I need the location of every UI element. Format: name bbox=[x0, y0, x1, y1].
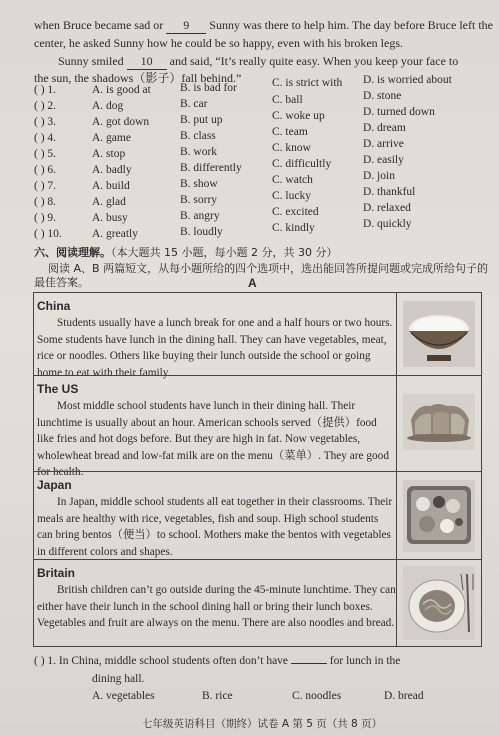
option-d: D. join bbox=[363, 170, 395, 182]
question-text-line2: dining hall. bbox=[92, 673, 145, 685]
table-row bbox=[34, 293, 481, 379]
option-c: C. is strict with bbox=[272, 77, 343, 89]
option-c: C. know bbox=[272, 142, 311, 154]
table-row bbox=[34, 559, 481, 647]
reading-table bbox=[33, 292, 482, 647]
question-1 bbox=[34, 654, 400, 669]
page-footer: 七年级英语科目（期终）试卷 A 第 5 页（共 8 页） bbox=[142, 718, 383, 730]
section-heading bbox=[34, 244, 337, 260]
passage-label: A bbox=[248, 276, 257, 290]
option-b: B. work bbox=[180, 146, 218, 158]
question-number: ( ) 9. bbox=[34, 212, 57, 224]
question-number: ( ) 2. bbox=[34, 100, 57, 112]
option-b: B. rice bbox=[202, 690, 233, 702]
question-number: ( ) 1. bbox=[34, 84, 57, 96]
question-number: ( ) 10. bbox=[34, 228, 62, 240]
option-b: B. put up bbox=[180, 114, 223, 126]
image-cell bbox=[396, 560, 481, 647]
country-text: British children can’t go outside during the 45-minute lunchtime. They can either have their lunch in the school dining hall or bring their lunch boxes. Vegetables and fruit are always on the menu. There are also noodles and bread. bbox=[37, 584, 396, 629]
option-c: C. watch bbox=[272, 174, 313, 186]
section-instruction-end: 最佳答案。 bbox=[34, 276, 89, 289]
country-name: Japan bbox=[37, 478, 72, 492]
country-cell bbox=[37, 299, 396, 381]
option-a: A. got down bbox=[92, 116, 150, 128]
option-b: B. class bbox=[180, 130, 216, 142]
noodles-plate-image bbox=[397, 560, 481, 647]
image-cell bbox=[396, 472, 481, 560]
option-d: D. stone bbox=[363, 90, 402, 102]
passage-line-2: center, he asked Sunny how he could be so happy, even with his broken legs. bbox=[34, 36, 403, 50]
option-d: D. easily bbox=[363, 154, 404, 166]
country-name: Britain bbox=[37, 566, 76, 580]
bento-image bbox=[397, 472, 481, 560]
option-c: C. difficultly bbox=[272, 158, 332, 170]
option-c: C. noodles bbox=[292, 690, 342, 702]
passage-line-1 bbox=[34, 18, 493, 34]
section-title: 六、阅读理解。 bbox=[34, 246, 111, 259]
passage-text: Sunny smiled bbox=[58, 54, 124, 68]
passage-text: Sunny was there to help him. The day before Bruce left the bbox=[209, 18, 493, 32]
question-text: for lunch in the bbox=[329, 655, 401, 667]
country-text: Most middle school students have lunch in their dining hall. Their lunchtime is usually about an hour. American schools served（提供）food like fries and hot dogs before. But they are high in fat. Now vegetables, wholewheat bread and low-fat milk are on the menu（菜单）. They are good for health. bbox=[37, 400, 389, 478]
question-number: ( ) 1. bbox=[34, 655, 57, 667]
option-c: C. kindly bbox=[272, 222, 315, 234]
country-cell bbox=[37, 478, 396, 560]
option-a: A. vegetables bbox=[92, 690, 155, 702]
option-d: D. bread bbox=[384, 690, 424, 702]
question-number: ( ) 5. bbox=[34, 148, 57, 160]
section-instruction: 阅读 A、B 两篇短文，从每小题所给的四个选项中，选出能回答所提问题或完成所给句子的 bbox=[48, 262, 489, 275]
question-number: ( ) 6. bbox=[34, 164, 57, 176]
option-a: A. stop bbox=[92, 148, 126, 160]
option-d: D. arrive bbox=[363, 138, 404, 150]
option-a: A. busy bbox=[92, 212, 128, 224]
option-a: A. dog bbox=[92, 100, 124, 112]
option-b: B. is bad for bbox=[180, 82, 237, 94]
answer-blank bbox=[291, 663, 327, 664]
blank-10: 10 bbox=[127, 54, 167, 70]
question-number: ( ) 7. bbox=[34, 180, 57, 192]
rice-bowl-image bbox=[397, 293, 481, 375]
passage-line-3 bbox=[58, 54, 458, 70]
table-row bbox=[34, 471, 481, 560]
option-c: C. ball bbox=[272, 94, 303, 106]
option-a: A. is good at bbox=[92, 84, 151, 96]
question-text: In China, middle school students often don’t have bbox=[58, 655, 289, 667]
option-a: A. greatly bbox=[92, 228, 138, 240]
country-name: China bbox=[37, 299, 71, 313]
option-c: C. excited bbox=[272, 206, 319, 218]
option-d: D. relaxed bbox=[363, 202, 411, 214]
passage-text: and said, “It’s really quite easy. When you keep your face to bbox=[169, 54, 459, 68]
option-a: A. game bbox=[92, 132, 131, 144]
option-c: C. lucky bbox=[272, 190, 311, 202]
question-number: ( ) 8. bbox=[34, 196, 57, 208]
option-d: D. dream bbox=[363, 122, 406, 134]
option-d: D. is worried about bbox=[363, 74, 452, 86]
table-row bbox=[34, 375, 481, 478]
option-b: B. loudly bbox=[180, 226, 223, 238]
option-c: C. woke up bbox=[272, 110, 325, 122]
question-number: ( ) 3. bbox=[34, 116, 57, 128]
country-cell bbox=[37, 382, 396, 481]
passage-text: when Bruce became sad or bbox=[34, 18, 164, 32]
option-c: C. team bbox=[272, 126, 308, 138]
image-cell bbox=[396, 376, 481, 472]
option-b: B. show bbox=[180, 178, 218, 190]
option-a: A. glad bbox=[92, 196, 126, 208]
option-a: A. build bbox=[92, 180, 130, 192]
option-b: B. sorry bbox=[180, 194, 218, 206]
option-b: B. car bbox=[180, 98, 208, 110]
country-text: Students usually have a lunch break for one and a half hours or two hours. Some students have lunch in the dining hall. They can have vegetables, meat, rice or noodles. Others like buying their lunch outside the school or going home to eat with their family. bbox=[37, 317, 393, 379]
country-text: In Japan, middle school students all eat together in their classrooms. Their meals are healthy with rice, vegetables, fish and soup. High school students can bring bentos（便当）to school. Mothers make the bentos with vegetables in different colors and shapes. bbox=[37, 496, 393, 558]
question-number: ( ) 4. bbox=[34, 132, 57, 144]
bread-image bbox=[397, 376, 481, 472]
option-d: D. quickly bbox=[363, 218, 412, 230]
country-name: The US bbox=[37, 382, 79, 396]
passage-line-4: the sun, the shadows（影子）fall behind.” bbox=[34, 71, 242, 85]
option-b: B. angry bbox=[180, 210, 220, 222]
option-d: D. turned down bbox=[363, 106, 435, 118]
blank-9: 9 bbox=[166, 18, 206, 34]
option-d: D. thankful bbox=[363, 186, 416, 198]
country-cell bbox=[37, 566, 396, 632]
image-cell bbox=[396, 293, 481, 375]
option-a: A. badly bbox=[92, 164, 132, 176]
section-note: （本大题共 15 小题，每小题 2 分，共 30 分） bbox=[111, 246, 338, 259]
option-b: B. differently bbox=[180, 162, 242, 174]
